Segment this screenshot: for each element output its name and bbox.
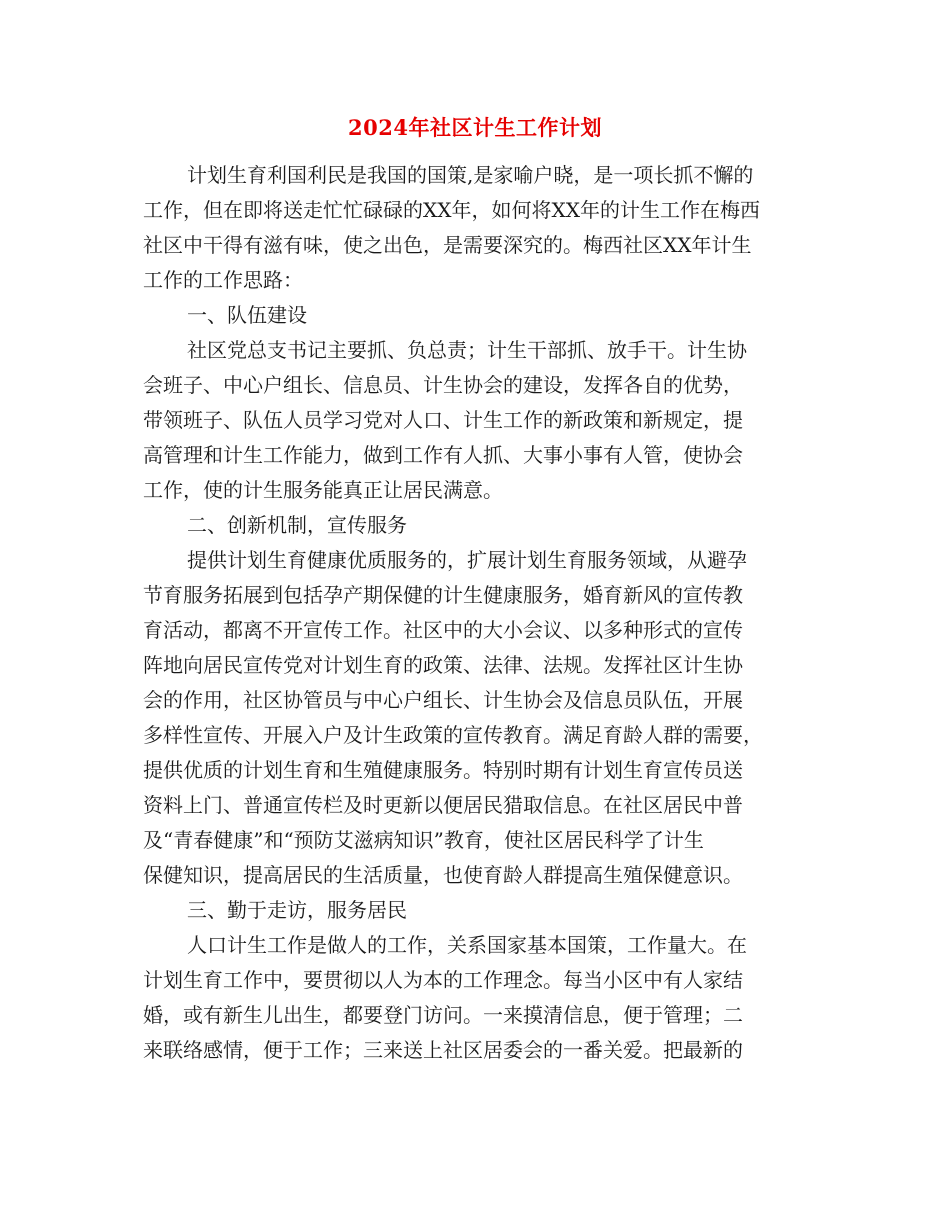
text-line: 多样性宣传、开展入户及计生政策的宣传教育。满足育龄人群的需要，: [143, 723, 763, 747]
text-line: 三、勤于走访，服务居民: [187, 898, 407, 922]
text-line: 工作，使的计生服务能真正让居民满意。: [143, 478, 503, 502]
text-line: 提供计划生育健康优质服务的，扩展计划生育服务领域，从避孕: [187, 548, 747, 572]
text-line: 及“青春健康”和“预防艾滋病知识”教育，使社区居民科学了计生: [143, 828, 704, 852]
text-line: 带领班子、队伍人员学习党对人口、计生工作的新政策和新规定，提: [143, 408, 743, 432]
text-line: 节育服务拓展到包括孕产期保健的计生健康服务，婚育新风的宣传教: [143, 583, 743, 607]
text-line: 二、创新机制，宣传服务: [187, 513, 407, 537]
document-body: [143, 158, 807, 1068]
text-line: 社区党总支书记主要抓、负总责；计生干部抓、放手干。计生协: [187, 338, 747, 362]
text-line: 工作的工作思路：: [143, 268, 303, 292]
text-line: 婚，或有新生儿出生，都要登门访问。一来摸清信息，便于管理；二: [143, 1003, 743, 1027]
text-line: 高管理和计生工作能力，做到工作有人抓、大事小事有人管，使协会: [143, 443, 743, 467]
text-line: 保健知识，提高居民的生活质量，也使育龄人群提高生殖保健意识。: [143, 863, 743, 887]
document-title: 2024年社区计生工作计划: [348, 115, 602, 140]
text-line: 计划生育工作中，要贯彻以人为本的工作理念。每当小区中有人家结: [143, 968, 743, 992]
text-line: 工作，但在即将送走忙忙碌碌的XX年，如何将XX年的计生工作在梅西: [143, 198, 760, 222]
text-line: 一、队伍建设: [187, 303, 307, 327]
text-line: 社区中干得有滋有味，使之出色，是需要深究的。梅西社区XX年计生: [143, 233, 752, 257]
text-line: 会的作用，社区协管员与中心户组长、计生协会及信息员队伍，开展: [143, 688, 743, 712]
text-line: 来联络感情，便于工作；三来送上社区居委会的一番关爱。把最新的: [143, 1038, 743, 1062]
text-line: 资料上门、普通宣传栏及时更新以便居民猎取信息。在社区居民中普: [143, 793, 743, 817]
text-line: 人口计生工作是做人的工作，关系国家基本国策，工作量大。在: [187, 933, 747, 957]
text-line: 计划生育利国利民是我国的国策,是家喻户晓，是一项长抓不懈的: [187, 163, 754, 187]
text-line: 阵地向居民宣传党对计划生育的政策、法律、法规。发挥社区计生协: [143, 653, 743, 677]
text-line: 会班子、中心户组长、信息员、计生协会的建设，发挥各自的优势，: [143, 373, 743, 397]
text-line: 提供优质的计划生育和生殖健康服务。特别时期有计划生育宣传员送: [143, 758, 743, 782]
text-line: 育活动，都离不开宣传工作。社区中的大小会议、以多种形式的宣传: [143, 618, 743, 642]
